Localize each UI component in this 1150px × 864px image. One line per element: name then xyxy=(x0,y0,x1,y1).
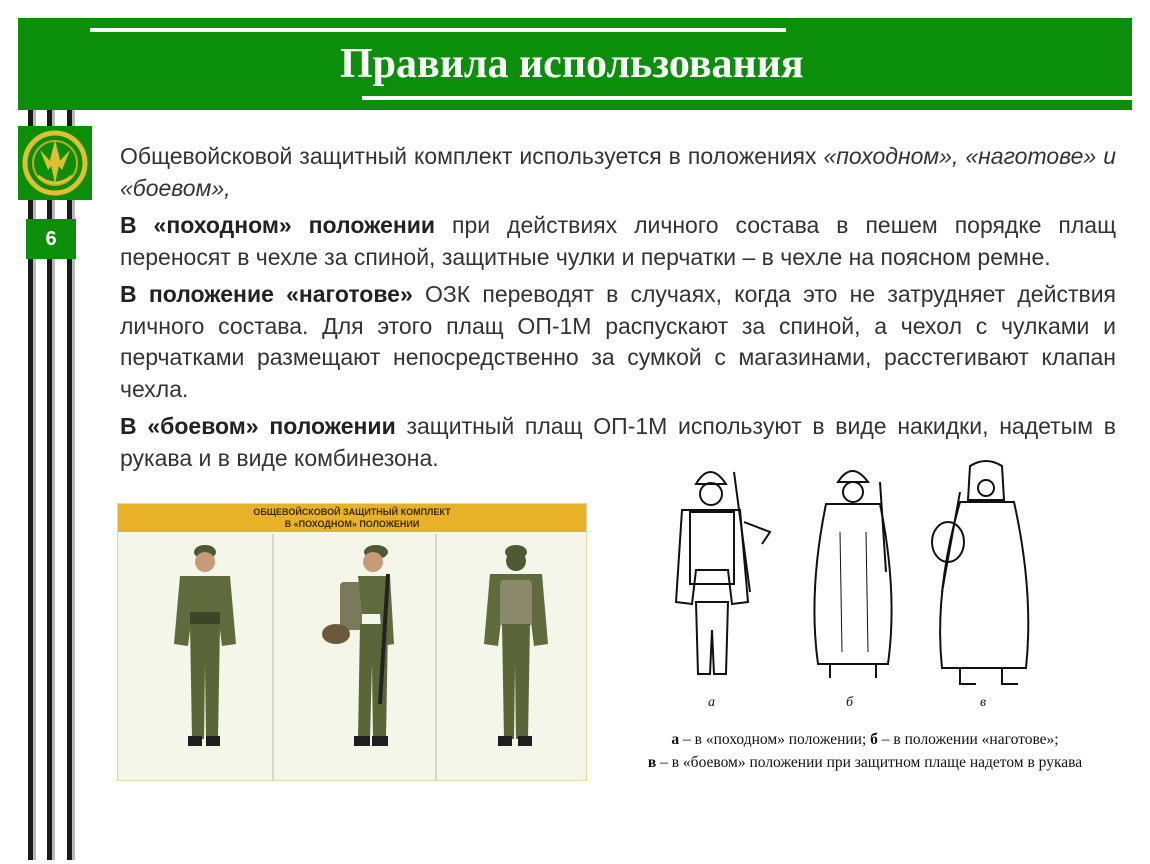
caption-v-letter: в xyxy=(647,754,657,771)
caption-a-text: – в «походном» положении; xyxy=(679,731,871,748)
intro-positions: «походном», «наготове» и «боевом», xyxy=(120,143,1116,201)
drawing-positions xyxy=(630,452,1076,722)
page-title: Правила использования xyxy=(340,41,804,87)
intro-text: Общевойсковой защитный комплект используется в положениях xyxy=(120,143,824,169)
ready-text: ОЗК переводят в случаях, когда это не затрудняет действия личного состава. Для этого плащ ОП-1М распускают за спиной, а чехол с чулками и перчатками размещают непосредственно за сумкой с магазинами, расстегивают клапан чехла. xyxy=(120,281,1116,402)
combat-text: защитный плащ ОП-1М используют в виде накидки, надетым в рукава и в виде комбинезона. xyxy=(120,413,1116,471)
soldier-back-figure xyxy=(484,545,548,746)
positions-line-drawing xyxy=(630,452,1076,722)
caption-a-letter: а xyxy=(671,731,680,748)
intro-paragraph xyxy=(120,141,1116,204)
figure-label-b: б xyxy=(846,695,854,710)
photo-banner-line2: В «ПОХОДНОМ» ПОЛОЖЕНИИ xyxy=(284,519,420,529)
ready-paragraph xyxy=(120,279,1116,405)
soldier-side-figure xyxy=(322,545,394,746)
soldiers-illustration xyxy=(118,504,586,780)
ready-heading: В положение «наготове» xyxy=(120,281,413,307)
emblem-icon xyxy=(18,126,92,200)
header-divider-top xyxy=(90,28,786,32)
figure-a xyxy=(676,472,770,674)
figure-caption xyxy=(610,728,1120,774)
figure-label-a: а xyxy=(708,695,715,710)
caption-b-text: – в положении «наготове»; xyxy=(877,731,1059,748)
marching-paragraph xyxy=(120,210,1116,273)
emblem-box xyxy=(18,126,92,200)
body-text xyxy=(120,141,1116,480)
slide-number-badge: 6 xyxy=(26,219,76,259)
marching-heading: В «походном» положении xyxy=(120,212,436,238)
marching-text: при действиях личного состава в пешем порядке плащ переносят в чехле за спиной, защитные чулки и перчатки – в чехле на поясном ремне. xyxy=(120,212,1116,270)
header-divider-bottom xyxy=(362,96,1132,100)
caption-v-text: – в «боевом» положении при защитном плаще надетом в рукава xyxy=(656,754,1083,771)
caption-b-letter: б xyxy=(870,731,878,748)
figure-b xyxy=(814,471,891,678)
figure-label-v: в xyxy=(980,695,987,710)
figure-c xyxy=(932,461,1028,684)
photo-soldiers-marching xyxy=(117,503,587,781)
combat-heading: В «боевом» положении xyxy=(120,413,396,439)
photo-banner-line1: ОБЩЕВОЙСКОВОЙ ЗАЩИТНЫЙ КОМПЛЕКТ xyxy=(253,507,451,517)
soldier-front-figure xyxy=(174,545,236,746)
